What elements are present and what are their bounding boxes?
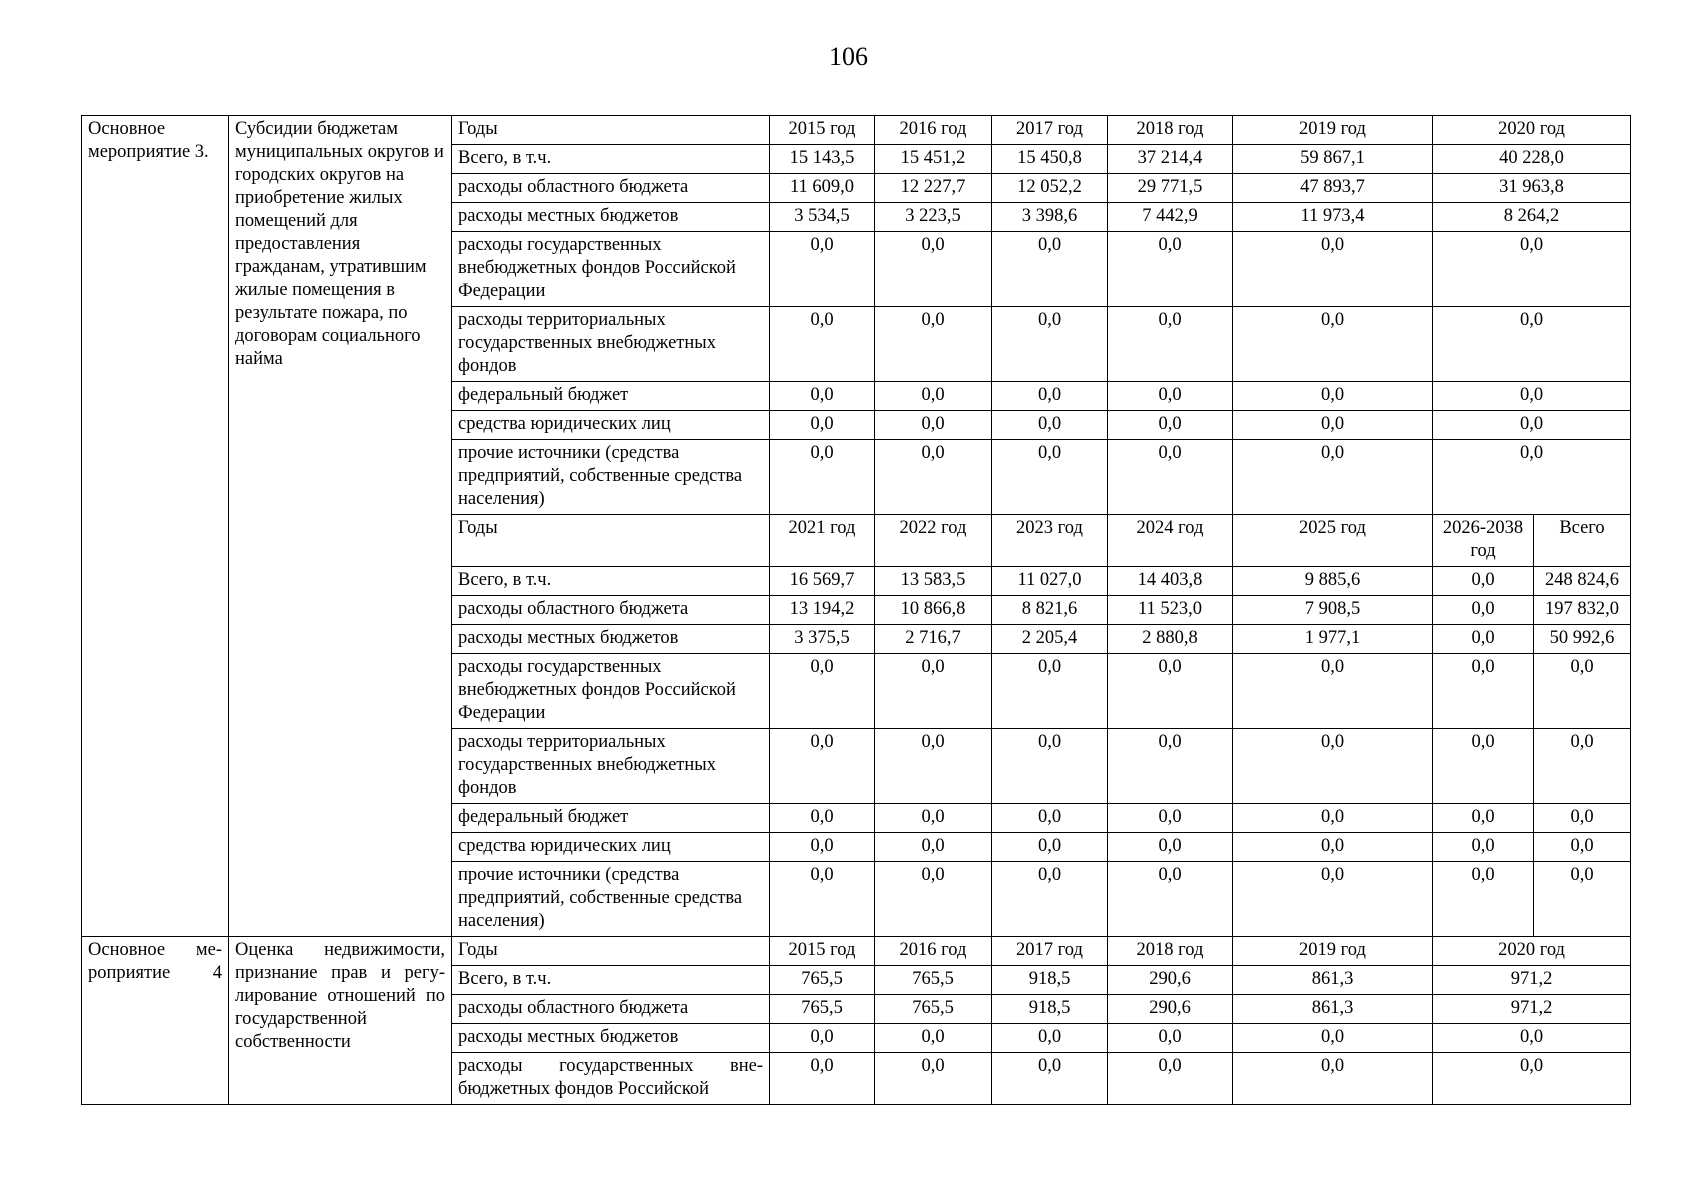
year-header: 2019 год (1233, 937, 1433, 966)
years-label: Годы (452, 515, 770, 567)
value-cell: 0,0 (992, 804, 1108, 833)
value-cell: 29 771,5 (1108, 174, 1233, 203)
value-cell: 0,0 (1433, 833, 1534, 862)
value-cell: 12 227,7 (875, 174, 992, 203)
activity-description: Субсидии бюджетам муниципальных округов и городских округов на приобретение жилых помещений для предоставления гражданам, утратившим жилые помещения в результате пожара, по договорам социального найма (229, 116, 452, 937)
value-cell: 0,0 (1108, 1024, 1233, 1053)
value-cell: 861,3 (1233, 995, 1433, 1024)
value-cell: 765,5 (770, 966, 875, 995)
year-header: 2025 год (1233, 515, 1433, 567)
value-cell: 0,0 (1233, 382, 1433, 411)
year-header: 2020 год (1433, 937, 1631, 966)
value-cell: 0,0 (992, 862, 1108, 937)
year-header: 2015 год (770, 116, 875, 145)
value-cell: 0,0 (1233, 411, 1433, 440)
activity-name: Основное ме-роприятие 4 (82, 937, 229, 1105)
year-header: 2016 год (875, 116, 992, 145)
value-cell: 0,0 (1233, 440, 1433, 515)
value-cell: 0,0 (875, 232, 992, 307)
value-cell: 197 832,0 (1534, 596, 1631, 625)
value-cell: 0,0 (1233, 654, 1433, 729)
value-cell: 47 893,7 (1233, 174, 1433, 203)
value-cell: 13 583,5 (875, 567, 992, 596)
year-header: 2024 год (1108, 515, 1233, 567)
value-cell: 248 824,6 (1534, 567, 1631, 596)
row-label: прочие источники (средства предприятий, собственные средства населения) (452, 440, 770, 515)
year-header: 2026-2038 год (1433, 515, 1534, 567)
value-cell: 0,0 (1233, 729, 1433, 804)
year-header: Всего (1534, 515, 1631, 567)
value-cell: 765,5 (875, 995, 992, 1024)
value-cell: 0,0 (1433, 862, 1534, 937)
row-label: расходы областного бюджета (452, 995, 770, 1024)
years-label: Годы (452, 116, 770, 145)
value-cell: 15 143,5 (770, 145, 875, 174)
row-label: расходы территориальных государственных внебюджетных фондов (452, 729, 770, 804)
value-cell: 14 403,8 (1108, 567, 1233, 596)
value-cell: 0,0 (875, 307, 992, 382)
value-cell: 0,0 (1108, 411, 1233, 440)
value-cell: 0,0 (875, 382, 992, 411)
value-cell: 0,0 (1534, 729, 1631, 804)
value-cell: 10 866,8 (875, 596, 992, 625)
value-cell: 0,0 (770, 307, 875, 382)
value-cell: 0,0 (875, 411, 992, 440)
value-cell: 0,0 (992, 1053, 1108, 1105)
budget-table (81, 115, 1631, 1105)
row-label: федеральный бюджет (452, 382, 770, 411)
row-label: расходы областного бюджета (452, 596, 770, 625)
value-cell: 8 264,2 (1433, 203, 1631, 232)
value-cell: 0,0 (875, 862, 992, 937)
value-cell: 0,0 (1534, 862, 1631, 937)
year-header: 2017 год (992, 116, 1108, 145)
value-cell: 0,0 (1433, 440, 1631, 515)
value-cell: 0,0 (770, 729, 875, 804)
value-cell: 0,0 (875, 804, 992, 833)
value-cell: 0,0 (1534, 804, 1631, 833)
value-cell: 0,0 (875, 729, 992, 804)
value-cell: 0,0 (1433, 307, 1631, 382)
value-cell: 13 194,2 (770, 596, 875, 625)
year-header: 2021 год (770, 515, 875, 567)
value-cell: 0,0 (992, 382, 1108, 411)
value-cell: 15 451,2 (875, 145, 992, 174)
value-cell: 0,0 (1108, 833, 1233, 862)
value-cell: 0,0 (992, 232, 1108, 307)
year-header: 2020 год (1433, 116, 1631, 145)
value-cell: 11 609,0 (770, 174, 875, 203)
value-cell: 0,0 (1108, 654, 1233, 729)
year-header: 2015 год (770, 937, 875, 966)
value-cell: 0,0 (1433, 382, 1631, 411)
value-cell: 0,0 (1433, 596, 1534, 625)
value-cell: 0,0 (770, 833, 875, 862)
value-cell: 11 027,0 (992, 567, 1108, 596)
value-cell: 0,0 (1108, 232, 1233, 307)
value-cell: 0,0 (770, 862, 875, 937)
year-header: 2016 год (875, 937, 992, 966)
row-label: расходы государственных вне-бюджетных фондов Российской (452, 1053, 770, 1105)
value-cell: 0,0 (1108, 382, 1233, 411)
value-cell: 0,0 (770, 1024, 875, 1053)
value-cell: 2 880,8 (1108, 625, 1233, 654)
value-cell: 0,0 (1433, 625, 1534, 654)
value-cell: 50 992,6 (1534, 625, 1631, 654)
value-cell: 0,0 (992, 440, 1108, 515)
value-cell: 12 052,2 (992, 174, 1108, 203)
row-label: средства юридических лиц (452, 411, 770, 440)
row-label: расходы территориальных государственных внебюджетных фондов (452, 307, 770, 382)
value-cell: 3 534,5 (770, 203, 875, 232)
value-cell: 15 450,8 (992, 145, 1108, 174)
value-cell: 0,0 (1433, 567, 1534, 596)
activity-description: Оценка недвижимости, признание прав и регу-лирование отношений по государственной собственности (229, 937, 452, 1105)
value-cell: 0,0 (1233, 307, 1433, 382)
value-cell: 0,0 (1433, 1024, 1631, 1053)
value-cell: 0,0 (1233, 862, 1433, 937)
value-cell: 0,0 (1233, 833, 1433, 862)
value-cell: 0,0 (1108, 1053, 1233, 1105)
value-cell: 9 885,6 (1233, 567, 1433, 596)
value-cell: 0,0 (1433, 804, 1534, 833)
year-header: 2023 год (992, 515, 1108, 567)
row-label: расходы местных бюджетов (452, 203, 770, 232)
row-label: Всего, в т.ч. (452, 145, 770, 174)
value-cell: 11 523,0 (1108, 596, 1233, 625)
value-cell: 918,5 (992, 966, 1108, 995)
value-cell: 0,0 (1108, 440, 1233, 515)
value-cell: 0,0 (770, 1053, 875, 1105)
row-label: федеральный бюджет (452, 804, 770, 833)
value-cell: 0,0 (1108, 307, 1233, 382)
value-cell: 59 867,1 (1233, 145, 1433, 174)
value-cell: 16 569,7 (770, 567, 875, 596)
row-label: средства юридических лиц (452, 833, 770, 862)
value-cell: 0,0 (770, 804, 875, 833)
value-cell: 0,0 (1233, 804, 1433, 833)
value-cell: 0,0 (875, 654, 992, 729)
block4-section (82, 937, 1631, 1105)
value-cell: 0,0 (770, 411, 875, 440)
activity-name: Основное мероприятие 3. (82, 116, 229, 937)
value-cell: 0,0 (875, 833, 992, 862)
page-number: 106 (829, 42, 868, 71)
value-cell: 8 821,6 (992, 596, 1108, 625)
value-cell: 0,0 (1433, 729, 1534, 804)
value-cell: 31 963,8 (1433, 174, 1631, 203)
value-cell: 3 375,5 (770, 625, 875, 654)
value-cell: 3 398,6 (992, 203, 1108, 232)
value-cell: 37 214,4 (1108, 145, 1233, 174)
value-cell: 7 442,9 (1108, 203, 1233, 232)
year-header: 2019 год (1233, 116, 1433, 145)
row-label: расходы государственных внебюджетных фондов Российской Федерации (452, 232, 770, 307)
value-cell: 0,0 (1433, 1053, 1631, 1105)
value-cell: 11 973,4 (1233, 203, 1433, 232)
row-label: расходы государственных внебюджетных фондов Российской Федерации (452, 654, 770, 729)
value-cell: 0,0 (992, 411, 1108, 440)
row-label: расходы местных бюджетов (452, 625, 770, 654)
value-cell: 0,0 (1534, 833, 1631, 862)
year-header: 2018 год (1108, 937, 1233, 966)
value-cell: 290,6 (1108, 995, 1233, 1024)
header-row (82, 937, 1631, 966)
row-label: Всего, в т.ч. (452, 966, 770, 995)
value-cell: 0,0 (992, 307, 1108, 382)
value-cell: 0,0 (1233, 1053, 1433, 1105)
value-cell: 0,0 (1534, 654, 1631, 729)
value-cell: 918,5 (992, 995, 1108, 1024)
value-cell: 0,0 (1433, 232, 1631, 307)
value-cell: 0,0 (992, 654, 1108, 729)
value-cell: 0,0 (875, 1024, 992, 1053)
value-cell: 0,0 (992, 1024, 1108, 1053)
row-label: Всего, в т.ч. (452, 567, 770, 596)
value-cell: 0,0 (770, 382, 875, 411)
year-header: 2017 год (992, 937, 1108, 966)
value-cell: 0,0 (875, 440, 992, 515)
value-cell: 0,0 (1233, 1024, 1433, 1053)
value-cell: 0,0 (1233, 232, 1433, 307)
value-cell: 0,0 (992, 729, 1108, 804)
value-cell: 765,5 (875, 966, 992, 995)
year-header: 2022 год (875, 515, 992, 567)
block3-section (82, 116, 1631, 937)
value-cell: 0,0 (875, 1053, 992, 1105)
value-cell: 0,0 (1108, 804, 1233, 833)
value-cell: 861,3 (1233, 966, 1433, 995)
value-cell: 0,0 (1108, 729, 1233, 804)
value-cell: 2 716,7 (875, 625, 992, 654)
value-cell: 0,0 (770, 654, 875, 729)
value-cell: 0,0 (992, 833, 1108, 862)
row-label: расходы местных бюджетов (452, 1024, 770, 1053)
value-cell: 1 977,1 (1233, 625, 1433, 654)
value-cell: 290,6 (1108, 966, 1233, 995)
value-cell: 7 908,5 (1233, 596, 1433, 625)
value-cell: 0,0 (1108, 862, 1233, 937)
value-cell: 3 223,5 (875, 203, 992, 232)
value-cell: 971,2 (1433, 995, 1631, 1024)
value-cell: 0,0 (1433, 654, 1534, 729)
value-cell: 971,2 (1433, 966, 1631, 995)
years-label: Годы (452, 937, 770, 966)
value-cell: 0,0 (770, 440, 875, 515)
year-header: 2018 год (1108, 116, 1233, 145)
value-cell: 0,0 (1433, 411, 1631, 440)
row-label: прочие источники (средства предприятий, собственные средства населения) (452, 862, 770, 937)
value-cell: 2 205,4 (992, 625, 1108, 654)
row-label: расходы областного бюджета (452, 174, 770, 203)
value-cell: 765,5 (770, 995, 875, 1024)
value-cell: 0,0 (770, 232, 875, 307)
header-row (82, 116, 1631, 145)
value-cell: 40 228,0 (1433, 145, 1631, 174)
